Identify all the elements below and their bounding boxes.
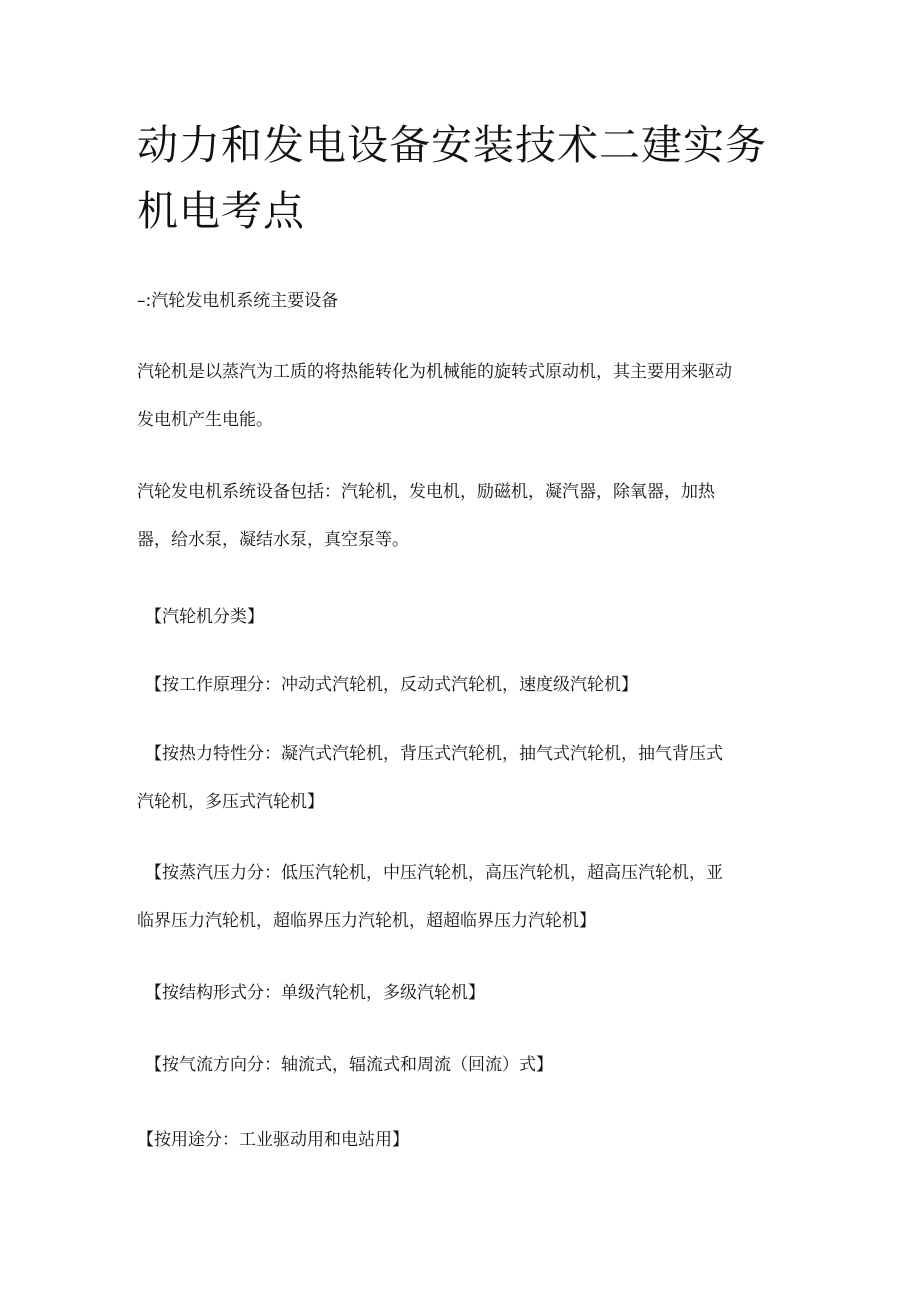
equipment-line-1: 汽轮发电机系统设备包括：汽轮机，发电机，励磁机，凝汽器，除氧器，加热 xyxy=(137,482,715,502)
page-title xyxy=(137,112,797,244)
section-heading: –:汽轮发电机系统主要设备 xyxy=(137,291,339,311)
classification-by-structure: 【按结构形式分：单级汽轮机，多级汽轮机】 xyxy=(145,983,485,1003)
thermal-line-2: 汽轮机，多压式汽轮机】 xyxy=(137,792,324,812)
thermal-line-1: 【按热力特性分：凝汽式汽轮机，背压式汽轮机，抽气式汽轮机，抽气背压式 xyxy=(145,744,723,764)
pressure-line-1: 【按蒸汽压力分：低压汽轮机，中压汽轮机，高压汽轮机，超高压汽轮机，亚 xyxy=(145,863,723,883)
title-line-1: 动力和发电设备安装技术二建实务 xyxy=(137,121,767,169)
equipment-paragraph xyxy=(137,468,797,564)
intro-paragraph xyxy=(137,348,797,444)
classification-by-thermal xyxy=(137,730,797,826)
intro-line-1: 汽轮机是以蒸汽为工质的将热能转化为机械能的旋转式原动机，其主要用来驱动 xyxy=(137,362,732,382)
title-line-2: 机电考点 xyxy=(137,187,305,235)
classification-by-flow: 【按气流方向分：轴流式，辐流式和周流（回流）式】 xyxy=(145,1055,553,1075)
intro-line-2: 发电机产生电能。 xyxy=(137,410,273,430)
classification-heading: 【汽轮机分类】 xyxy=(145,607,264,627)
classification-by-pressure xyxy=(137,849,797,945)
classification-by-use: 【按用途分：工业驱动用和电站用】 xyxy=(137,1130,409,1150)
classification-by-principle: 【按工作原理分：冲动式汽轮机，反动式汽轮机，速度级汽轮机】 xyxy=(145,675,638,695)
pressure-line-2: 临界压力汽轮机，超临界压力汽轮机，超超临界压力汽轮机】 xyxy=(137,911,596,931)
equipment-line-2: 器，给水泵，凝结水泵，真空泵等。 xyxy=(137,530,409,550)
